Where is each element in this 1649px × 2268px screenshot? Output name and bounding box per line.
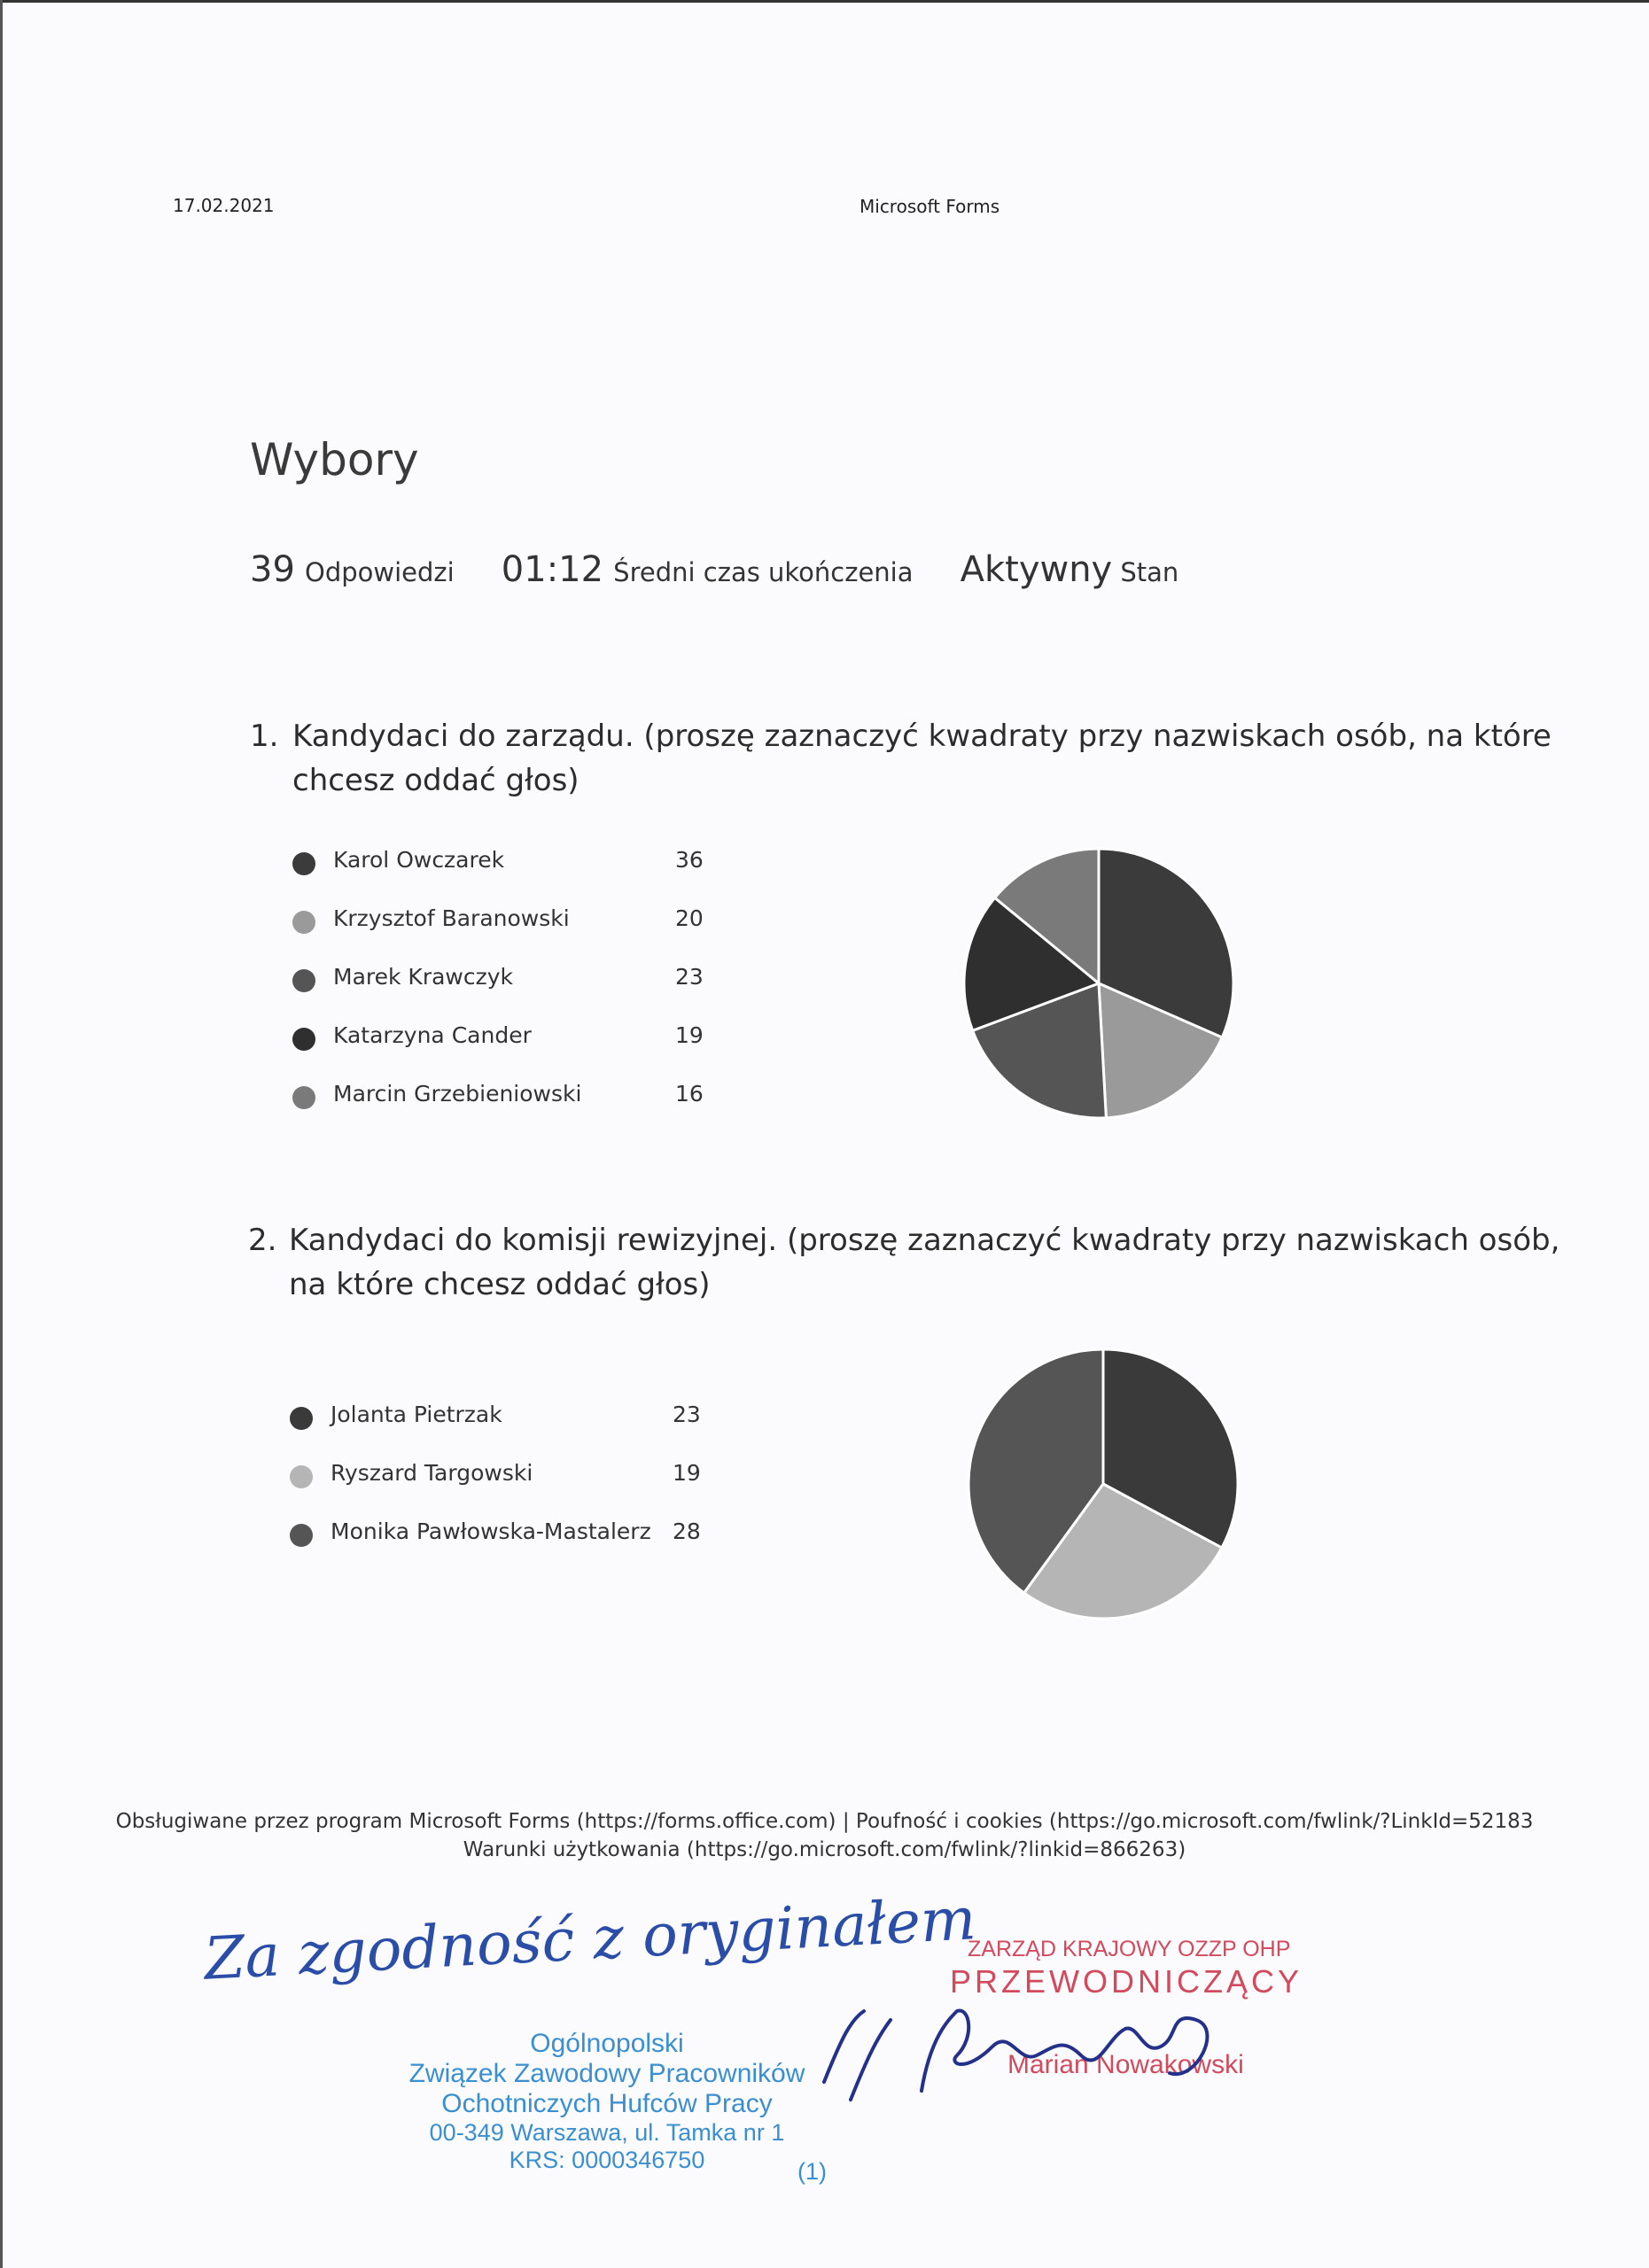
legend-count: 23 <box>673 1402 701 1427</box>
legend-swatch <box>292 852 315 875</box>
form-title: Wybory <box>250 434 419 485</box>
legend-label: Krzysztof Baranowski <box>333 905 570 931</box>
legend-count: 20 <box>675 905 704 931</box>
question-2-number: 2. <box>248 1223 277 1258</box>
legend-swatch <box>292 911 315 934</box>
legend-count: 36 <box>675 847 704 873</box>
chairman-stamp-title: PRZEWODNICZĄCY <box>950 1963 1303 2000</box>
legend-swatch <box>290 1524 313 1547</box>
legend-swatch <box>292 1086 315 1109</box>
legend-count: 28 <box>673 1518 701 1544</box>
question-2-text <box>289 1218 1560 1307</box>
question-2-line-2: na które chcesz oddać głos) <box>289 1267 711 1302</box>
print-date: 17.02.2021 <box>173 195 275 216</box>
question-2 <box>248 1218 1560 1307</box>
responses-label: Odpowiedzi <box>305 557 455 587</box>
stats-bar <box>250 549 1178 590</box>
signature-stroke <box>824 2011 1207 2100</box>
avg-time-label: Średni czas ukończenia <box>613 557 914 587</box>
signature-scribble <box>815 1984 1276 2109</box>
stamp-line: Związek Zawodowy Pracowników <box>408 2059 805 2088</box>
print-app-name: Microsoft Forms <box>860 196 1000 217</box>
status-label: Stan <box>1120 557 1179 587</box>
page-edge <box>0 0 1649 3</box>
organization-stamp <box>394 2029 820 2174</box>
legend-label: Karol Owczarek <box>333 847 505 873</box>
status-value: Aktywny <box>960 549 1113 590</box>
pie-chart-board <box>957 842 1241 1125</box>
stamp-line: KRS: 0000346750 <box>509 2147 705 2173</box>
legend-swatch <box>290 1407 313 1430</box>
chairman-stamp-line-1: ZARZĄD KRAJOWY OZZP OHP <box>968 1937 1291 1961</box>
responses-value: 39 <box>250 549 295 590</box>
handwritten-certification: Za zgodność z oryginałem <box>202 1884 978 1993</box>
page-edge-left <box>0 0 3 2268</box>
legend-count: 16 <box>675 1081 704 1107</box>
footer-line-1: Obsługiwane przez program Microsoft Forms (https://forms.office.com) | Poufność i cookies (https://go.microsoft.com/fwlink/?LinkId=52183 <box>115 1810 1534 1833</box>
legend-swatch <box>290 1465 313 1488</box>
question-1 <box>250 714 1552 803</box>
question-1-line-2: chcesz oddać głos) <box>292 763 579 798</box>
stamp-line: 00-349 Warszawa, ul. Tamka nr 1 <box>429 2119 785 2146</box>
question-1-number: 1. <box>250 718 279 754</box>
legend-label: Ryszard Targowski <box>331 1460 533 1486</box>
legend-count: 19 <box>675 1022 704 1048</box>
legend-count: 23 <box>675 964 704 990</box>
legend-label: Jolanta Pietrzak <box>331 1402 502 1427</box>
chairman-stamp-name: Marian Nowakowski <box>1007 2050 1244 2079</box>
question-1-text <box>292 714 1552 803</box>
legend-label: Marek Krawczyk <box>333 964 514 990</box>
legend-label: Marcin Grzebieniowski <box>333 1081 582 1107</box>
stamp-line: Ogólnopolski <box>530 2029 684 2058</box>
legend-label: Monika Pawłowska-Mastalerz <box>331 1518 651 1544</box>
page-mark: (1) <box>797 2158 827 2185</box>
footer-line-2: Warunki użytkowania (https://go.microsoft.com/fwlink/?linkid=866263) <box>463 1838 1186 1861</box>
legend-swatch <box>292 969 315 992</box>
question-1-legend <box>292 845 709 1129</box>
legend-count: 19 <box>673 1460 701 1486</box>
question-2-legend <box>290 1400 715 1577</box>
avg-time-value: 01:12 <box>501 549 604 590</box>
question-2-line-1: Kandydaci do komisji rewizyjnej. (proszę zaznaczyć kwadraty przy nazwiskach osób, <box>289 1223 1560 1258</box>
pie-chart-audit <box>961 1342 1245 1626</box>
legend-swatch <box>292 1028 315 1051</box>
question-1-line-1: Kandydaci do zarządu. (proszę zaznaczyć kwadraty przy nazwiskach osób, na które <box>292 718 1552 754</box>
legend-label: Katarzyna Cander <box>333 1022 532 1048</box>
stamp-line: Ochotniczych Hufców Pracy <box>441 2089 773 2118</box>
